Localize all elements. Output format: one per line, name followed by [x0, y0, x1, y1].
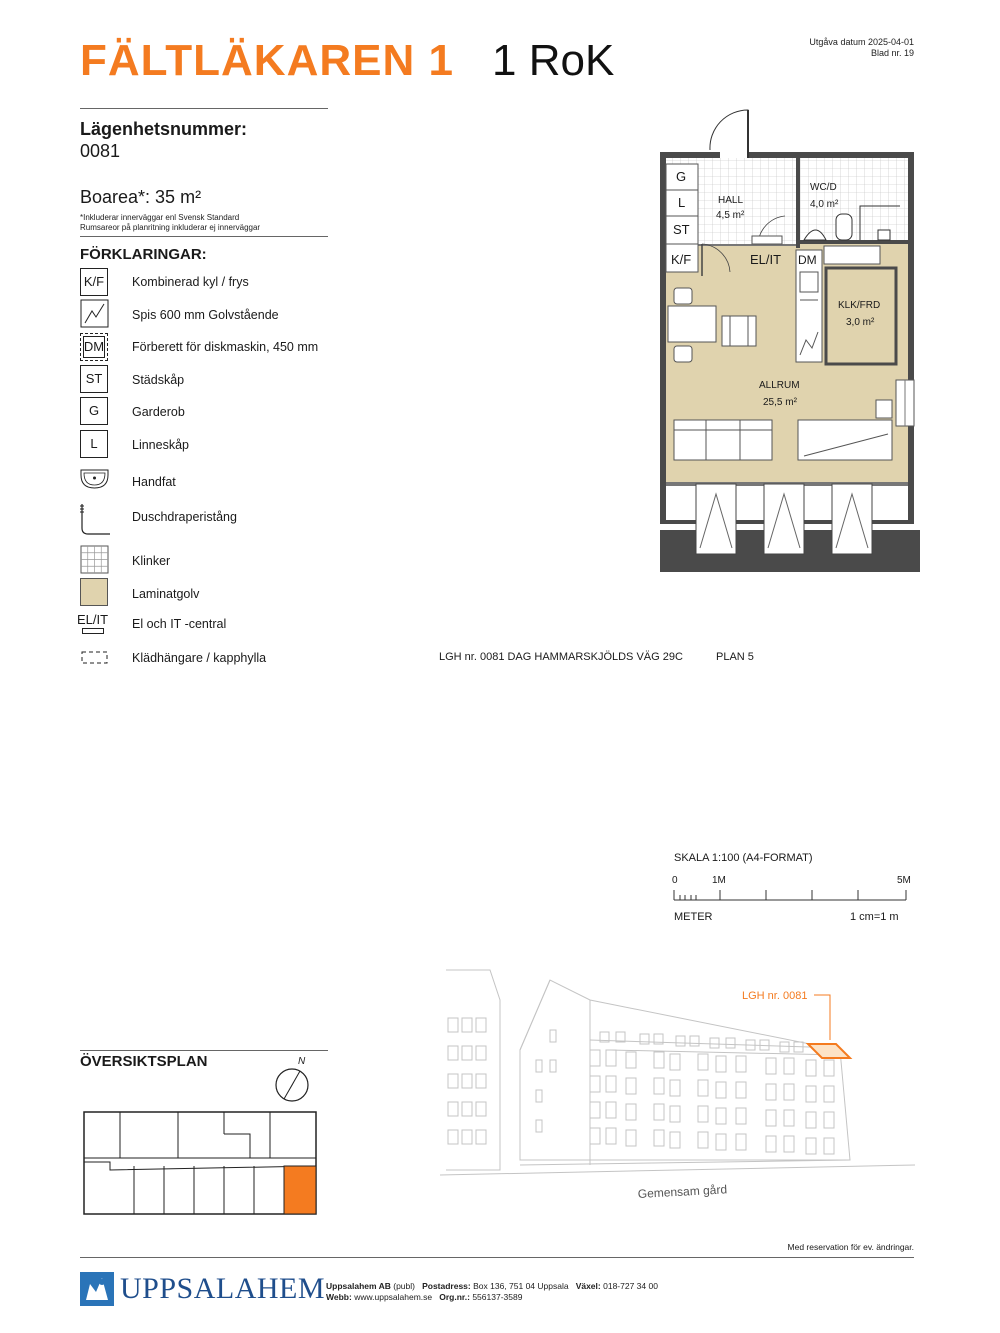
tile-pattern-icon [80, 545, 110, 575]
scale-ratio: 1 cm=1 m [850, 911, 899, 923]
legend-item-l [80, 429, 420, 459]
legend-text: Handfat [132, 475, 176, 489]
elit-symbol-text: EL/IT [77, 612, 109, 627]
st-symbol: ST [80, 365, 108, 393]
north-label: N [298, 1056, 306, 1067]
plan-symbol-dm: DM [798, 253, 817, 267]
legend-item-elit [77, 612, 420, 642]
plan-symbol-elit: EL/IT [750, 252, 782, 267]
north-arrow-icon [270, 1052, 314, 1106]
plan-symbol-st: ST [673, 222, 690, 237]
hanger-icon [80, 646, 110, 676]
legend-item-dm [80, 332, 420, 362]
divider [80, 1050, 328, 1051]
legend-text: Spis 600 mm Golvstående [132, 308, 279, 322]
courtyard-label: Gemensam gård [637, 1182, 728, 1201]
scale-title: SKALA 1:100 (A4-FORMAT) [674, 852, 813, 864]
legend-text: Klinker [132, 554, 171, 568]
living-area: Boarea*: 35 m² [80, 187, 202, 207]
scale-tick-1: 1M [712, 875, 726, 886]
scale-unit: METER [674, 911, 713, 923]
plan-caption-address: LGH nr. 0081 DAG HAMMARSKJÖLDS VÄG 29C [439, 651, 683, 663]
legend-text: Laminatgolv [132, 587, 200, 601]
company-info-line-1 [326, 1281, 658, 1292]
legend-text: Garderob [132, 405, 185, 419]
building-perspective [440, 960, 920, 1210]
legend-item-sink [80, 466, 420, 496]
brand-wordmark: UPPSALAHEM [120, 1272, 326, 1305]
room-hall-area: 4,5 m² [716, 210, 745, 221]
company-info-line-2 [326, 1292, 658, 1303]
reservation-note: Med reservation för ev. ändringar. [787, 1242, 914, 1252]
unit-type: 1 RoK [492, 36, 615, 85]
room-allrum-name: ALLRUM [759, 380, 800, 391]
kf-symbol: K/F [80, 268, 108, 296]
elit-box-icon [82, 628, 104, 634]
plan-symbol-g: G [676, 169, 687, 184]
footer-divider [80, 1257, 914, 1258]
document-meta [809, 37, 914, 59]
overview-site-plan [80, 1108, 320, 1218]
legend-item-kf [80, 266, 420, 296]
divider [80, 236, 328, 237]
legend-text: Klädhängare / kapphylla [132, 651, 267, 665]
g-symbol: G [80, 397, 108, 425]
web-label: Webb: [326, 1292, 352, 1302]
floor-plan [650, 100, 930, 580]
overview-title: ÖVERSIKTSPLAN [80, 1053, 208, 1070]
company-type: (publ) [393, 1281, 415, 1291]
elit-symbol [77, 612, 117, 642]
building-unit-label: LGH nr. 0081 [742, 990, 808, 1002]
legend-title: FÖRKLARINGAR: [80, 246, 207, 263]
shower-rod-icon [80, 502, 110, 538]
phone-number: 018-727 34 00 [603, 1281, 658, 1291]
divider [80, 108, 328, 109]
scale-bar [670, 886, 910, 906]
l-symbol: L [80, 430, 108, 458]
postal-address: Box 136, 751 04 Uppsala [473, 1281, 569, 1291]
uppsalahem-logo-icon [80, 1272, 116, 1308]
area-note-2: Rumsareor på planritning inkluderar ej innerväggar [80, 223, 261, 232]
legend-item-hanger [80, 646, 420, 676]
legend-item-shower-rod [80, 502, 420, 538]
legend-text: Linneskåp [132, 438, 189, 452]
laminate-swatch [80, 578, 108, 606]
postal-label: Postadress: [422, 1281, 471, 1291]
plan-symbol-l: L [678, 195, 686, 210]
project-title: FÄLTLÄKAREN 1 [80, 36, 454, 85]
legend-item-stove [80, 299, 420, 329]
room-klk-name: KLK/FRD [838, 300, 881, 311]
plan-symbol-kf: K/F [671, 252, 692, 267]
legend-text: Städskåp [132, 373, 185, 387]
legend-text: Förberett för diskmaskin, 450 mm [132, 340, 319, 354]
apartment-number-label: Lägenhetsnummer: [80, 119, 248, 139]
company-name: Uppsalahem AB [326, 1281, 391, 1291]
org-number: 556137-3589 [472, 1292, 523, 1302]
web-link[interactable]: www.uppsalahem.se [354, 1292, 433, 1302]
room-allrum-area: 25,5 m² [763, 397, 797, 408]
room-hall-name: HALL [718, 195, 744, 206]
area-note-1: *Inkluderar innerväggar enl Svensk Standard [80, 213, 240, 222]
room-wcd-name: WC/D [810, 182, 837, 193]
legend-item-tile [80, 545, 420, 575]
sheet-number: Blad nr. 19 [870, 48, 914, 58]
legend-item-laminate [80, 578, 420, 608]
room-klk-area: 3,0 m² [846, 317, 875, 328]
room-wcd-area: 4,0 m² [810, 199, 839, 210]
scale-tick-0: 0 [672, 875, 678, 886]
org-label: Org.nr.: [439, 1292, 470, 1302]
phone-label: Växel: [575, 1281, 601, 1291]
legend-text: Kombinerad kyl / frys [132, 275, 249, 289]
scale-tick-5: 5M [897, 875, 911, 886]
legend-item-st [80, 364, 420, 394]
legend-text: El och IT -central [132, 617, 227, 631]
plan-caption-level: PLAN 5 [716, 651, 754, 663]
apartment-number: 0081 [80, 141, 121, 161]
legend-item-g [80, 396, 420, 426]
stove-icon [80, 299, 110, 329]
dm-symbol: DM [80, 333, 108, 361]
issue-date: Utgåva datum 2025-04-01 [809, 37, 914, 47]
legend-text: Duschdraperistång [132, 510, 237, 524]
company-info [326, 1281, 658, 1303]
sink-icon [80, 466, 110, 496]
